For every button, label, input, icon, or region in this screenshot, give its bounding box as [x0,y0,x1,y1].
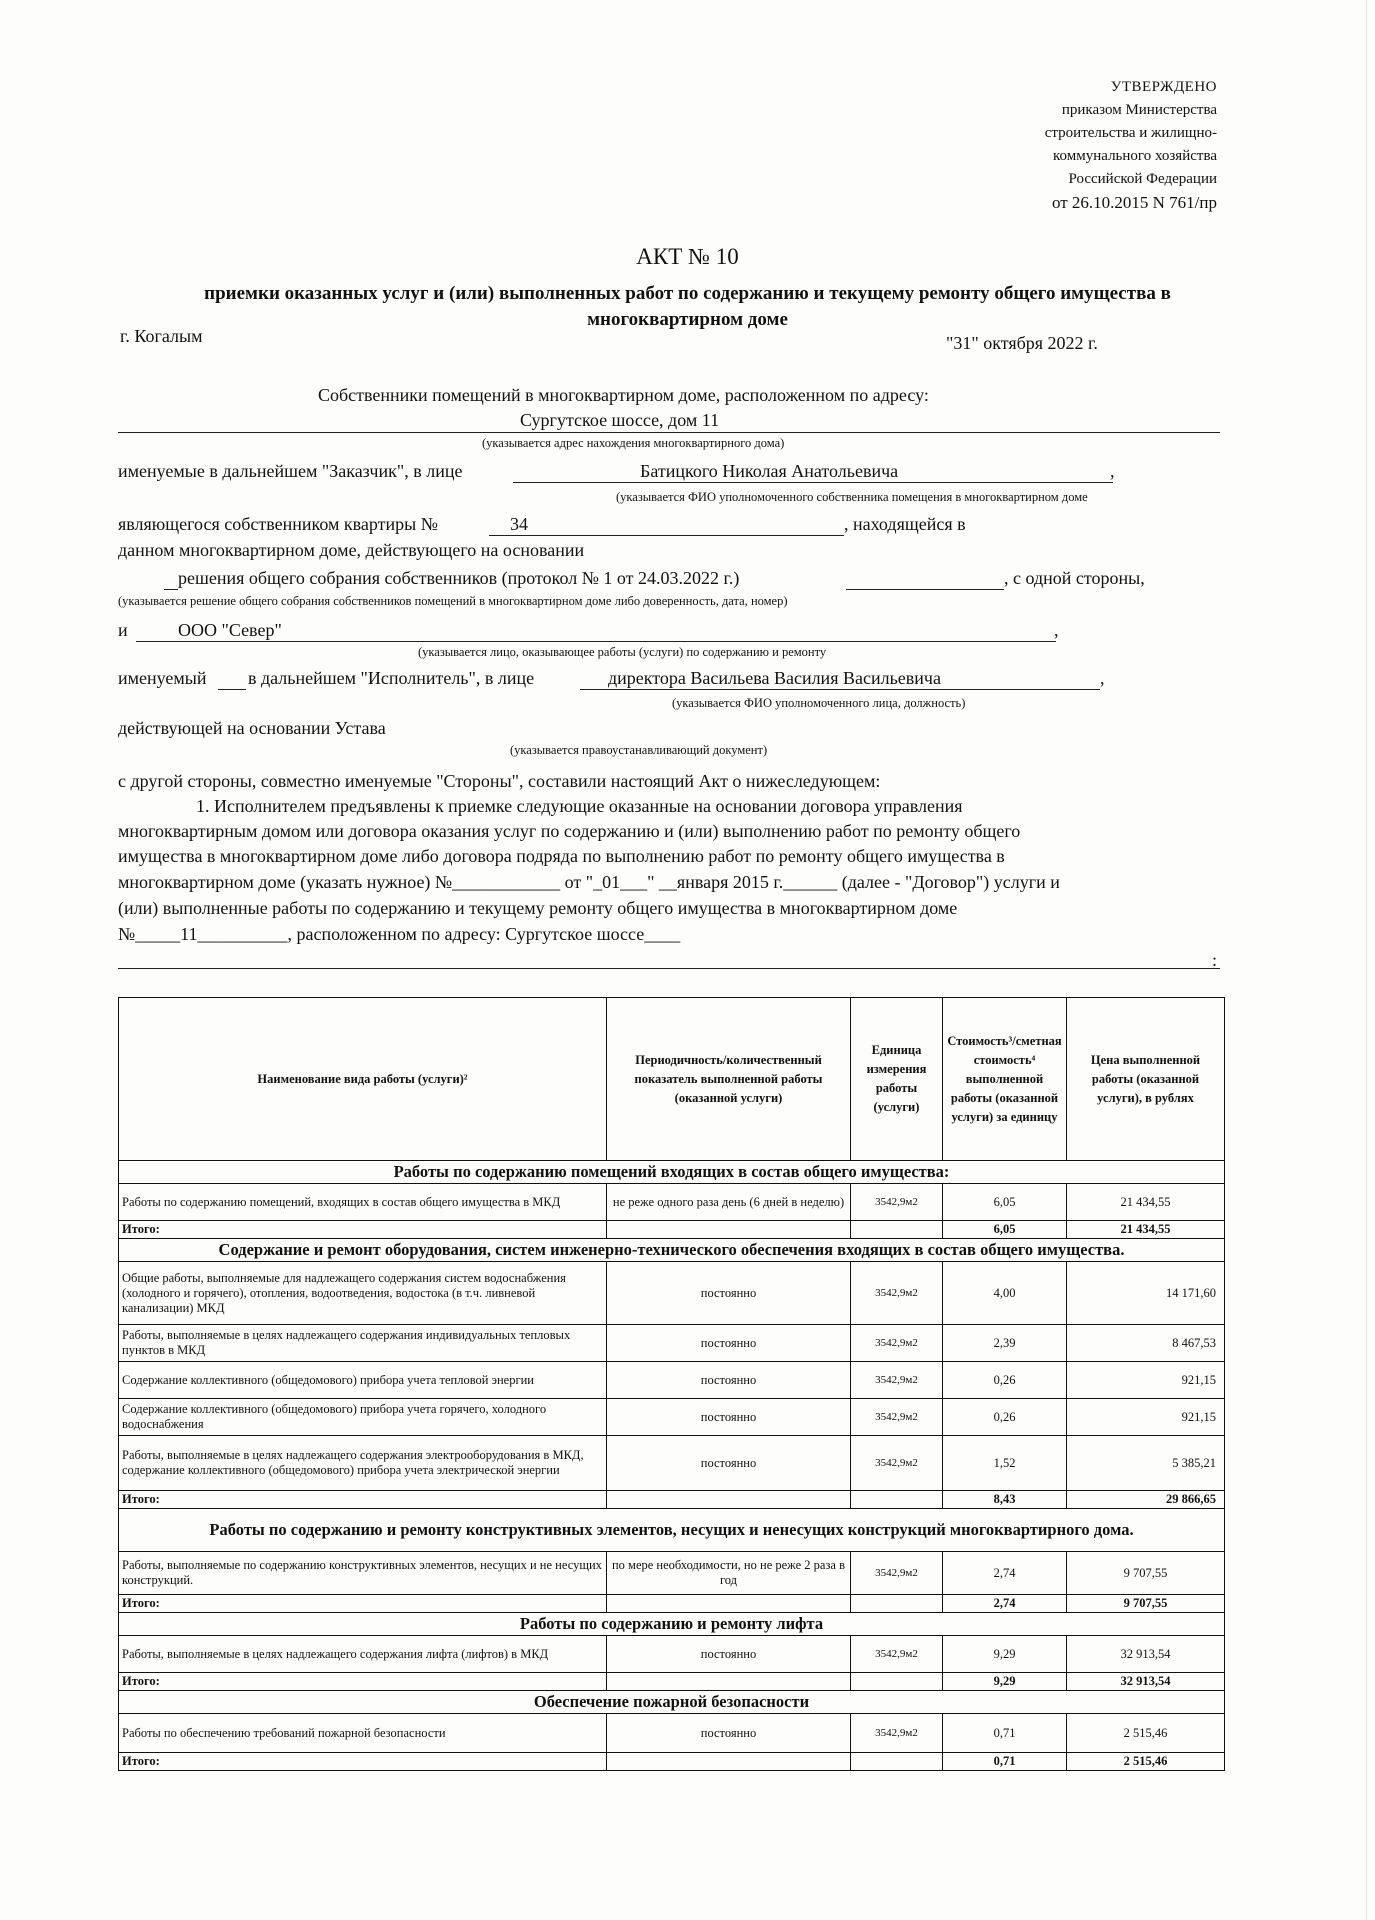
owners-intro: Собственники помещений в многоквартирном доме, расположенном по адресу: [318,385,929,405]
total-cost: 9,29 [943,1673,1067,1691]
table-row [119,1436,1225,1491]
section-title: Обеспечение пожарной безопасности [119,1691,1225,1714]
section-row [119,1239,1225,1262]
customer-underline [513,482,1113,483]
clause-underline [118,968,1220,969]
table-row [119,1262,1225,1325]
work-unit: 3542,9м2 [851,1184,943,1221]
section-row [119,1691,1225,1714]
apartment-underline [489,535,844,536]
work-period: постоянно [607,1436,851,1491]
apartment-number: 34 [510,514,528,534]
section-title: Работы по содержанию помещений входящих в состав общего имущества: [119,1161,1225,1184]
work-name: Содержание коллективного (общедомового) прибора учета тепловой энергии [119,1362,607,1399]
total-row [119,1753,1225,1771]
work-price: 921,15 [1067,1362,1225,1399]
work-name: Работы, выполняемые в целях надлежащего содержания электрооборудования в МКД, содержание коллективного (общедомового) прибора учета электрической энергии [119,1436,607,1491]
approval-line: приказом Министерства [1061,102,1217,118]
work-period: постоянно [607,1636,851,1673]
work-unit: 3542,9м2 [851,1262,943,1325]
scan-edge [1366,0,1367,1920]
total-price: 21 434,55 [1067,1221,1225,1239]
total-label: Итого: [119,1673,607,1691]
clause-line: 1. Исполнителем предъявлены к приемке следующие оказанные на основании договора управления [196,796,963,816]
work-unit: 3542,9м2 [851,1436,943,1491]
work-unit: 3542,9м2 [851,1714,943,1753]
work-unit: 3542,9м2 [851,1552,943,1595]
work-period: постоянно [607,1399,851,1436]
total-cost: 0,71 [943,1753,1067,1771]
basis-note: (указывается решение общего собрания собственников помещений в многоквартирном доме либо доверенность, дата, номер) [118,594,788,608]
total-label: Итого: [119,1491,607,1509]
work-name: Работы, выполняемые по содержанию конструктивных элементов, несущих и не несущих конструкций. [119,1552,607,1595]
customer-name: Батицкого Николая Анатольевича [640,461,899,481]
table-row [119,1636,1225,1673]
work-period: по мере необходимости, но не реже 2 раза в год [607,1552,851,1595]
approval-line: Российской Федерации [1068,171,1217,187]
work-cost: 9,29 [943,1636,1067,1673]
work-price: 8 467,53 [1067,1325,1225,1362]
total-cost: 8,43 [943,1491,1067,1509]
total-label: Итого: [119,1753,607,1771]
work-period: постоянно [607,1714,851,1753]
table-row [119,1399,1225,1436]
work-unit: 3542,9м2 [851,1325,943,1362]
work-period: постоянно [607,1325,851,1362]
section-title: Работы по содержанию и ремонту конструктивных элементов, несущих и ненесущих конструкций многоквартирного дома. [119,1509,1225,1552]
basis-line: данном многоквартирном доме, действующего на основании [118,540,585,560]
work-name: Работы, выполняемые в целях надлежащего содержания индивидуальных тепловых пунктов в МКД [119,1325,607,1362]
address-note: (указывается адрес нахождения многоквартирного дома) [482,436,785,450]
total-row [119,1221,1225,1239]
and-label: и [118,620,128,640]
work-name: Содержание коллективного (общедомового) прибора учета горячего, холодного водоснабжения [119,1399,607,1436]
work-price: 5 385,21 [1067,1436,1225,1491]
approval-line: строительства и жилищно- [1044,125,1217,141]
table-row [119,1362,1225,1399]
work-price: 2 515,46 [1067,1714,1225,1753]
section-row [119,1509,1225,1552]
table-row [119,1552,1225,1595]
contractor-note: (указывается лицо, оказывающее работы (услуги) по содержанию и ремонту [418,645,827,659]
clause-line: №_____11__________, расположенном по адресу: Сургутское шоссе____ [118,924,681,944]
work-price: 32 913,54 [1067,1636,1225,1673]
clause-colon: : [1212,950,1218,970]
work-cost: 0,26 [943,1362,1067,1399]
clause-line: (или) выполненные работы по содержанию и текущему ремонту общего имущества в многоквартирном доме [118,898,958,918]
apartment-suffix: , находящейся в [844,514,966,534]
work-price: 9 707,55 [1067,1552,1225,1595]
address-underline [118,432,1220,433]
header-cost: Стоимость³/сметная стоимость⁴ выполненной работы (оказанной услуги) за единицу [943,998,1067,1161]
approval-line: УТВЕРЖДЕНО [1110,79,1217,95]
total-cost: 6,05 [943,1221,1067,1239]
work-unit: 3542,9м2 [851,1636,943,1673]
work-cost: 2,74 [943,1552,1067,1595]
work-cost: 1,52 [943,1436,1067,1491]
charter: действующей на основании Устава [118,718,386,738]
total-cost: 2,74 [943,1595,1067,1613]
house-address: Сургутское шоссе, дом 11 [520,410,720,430]
work-cost: 4,00 [943,1262,1067,1325]
header-price: Цена выполненной работы (оказанной услуги), в рублях [1067,998,1225,1161]
act-title: АКТ № 10 [636,244,739,269]
work-cost: 6,05 [943,1184,1067,1221]
total-row [119,1491,1225,1509]
apartment-prefix: являющегося собственником квартиры № [118,514,438,534]
approval-stamp [1045,76,1217,214]
work-period: постоянно [607,1262,851,1325]
table-row [119,1184,1225,1221]
act-subtitle: приемки оказанных услуг и (или) выполненных работ по содержанию и текущему ремонту общего имущества в многоквартирном доме [204,283,1171,330]
work-name: Работы по обеспечению требований пожарной безопасности [119,1714,607,1753]
work-cost: 2,39 [943,1325,1067,1362]
customer-prefix: именуемые в дальнейшем "Заказчик", в лице [118,461,463,481]
total-price: 2 515,46 [1067,1753,1225,1771]
executor-mid: в дальнейшем "Исполнитель", в лице [248,668,535,688]
work-cost: 0,26 [943,1399,1067,1436]
city: г. Когалым [120,326,203,346]
section-title: Содержание и ремонт оборудования, систем инженерно-технического обеспечения входящих в состав общего имущества. [119,1239,1225,1262]
basis-suffix: , с одной стороны, [1004,568,1145,588]
work-unit: 3542,9м2 [851,1362,943,1399]
basis: решения общего собрания собственников (протокол № 1 от 24.03.2022 г.) [178,568,740,588]
executor-prefix: именуемый [118,668,207,688]
table-row [119,1714,1225,1753]
contractor-name: ООО "Север" [178,620,282,640]
other-side: с другой стороны, совместно именуемые "Стороны", составили настоящий Акт о нижеследующем: [118,771,881,791]
approval-line: от 26.10.2015 N 761/пр [1051,193,1217,212]
work-price: 21 434,55 [1067,1184,1225,1221]
section-row [119,1613,1225,1636]
act-date: "31" октября 2022 г. [946,333,1098,353]
section-title: Работы по содержанию и ремонту лифта [119,1613,1225,1636]
clause-line: имущества в многоквартирном доме либо договора подряда по выполнению работ по ремонту общего имущества в [118,846,1005,866]
work-period: не реже одного раза день (6 дней в неделю) [607,1184,851,1221]
header-periodicity: Периодичность/количественный показатель выполненной работы (оказанной услуги) [607,998,851,1161]
table-header-row [119,998,1225,1161]
work-price: 921,15 [1067,1399,1225,1436]
executor-name: директора Васильева Василия Васильевича [608,668,941,688]
customer-note: (указывается ФИО уполномоченного собственника помещения в многоквартирном доме [616,490,1088,504]
total-price: 29 866,65 [1067,1491,1225,1509]
total-label: Итого: [119,1595,607,1613]
work-name: Работы по содержанию помещений, входящих в состав общего имущества в МКД [119,1184,607,1221]
clause-line: многоквартирном доме (указать нужное) №____________ от "_01___" __января 2015 г.______ (далее - "Договор") услуги и [118,872,1060,892]
total-row [119,1595,1225,1613]
work-period: постоянно [607,1362,851,1399]
document-page: УТВЕРЖДЕНО приказом Министерства строительства и жилищно- коммунального хозяйства Российской Федерации от 26.10.2015 N 761/пр АКТ № 10 приемки оказанных услуг и (или) выполненных работ по содержанию и текущему ремонту общего имущества в многоквартирном доме г. Когалым "31" октября 2022 г. Собственники помещений в многоквартирном доме, расположенном по адресу: Сургутское шоссе, дом 11 (указывается адрес нахождения многоквартирного дома) именуемые в дальнейшем "Заказчик", в лице Батицкого Николая Анатольевича , (указывается ФИО уполномоченного собственника помещения в многоквартирном доме являющегося собственником квартиры № 34 , находящейся в данном многоквартирном доме, действующего на основании решения общего собрания собственников (протокол № 1 от 24.03.2022 г.) , с одной стороны, (указывается решение общего собрания собственников помещений в многоквартирном доме либо доверенность, дата, номер) и ООО "Север" , (указывается лицо, оказывающее работы (услуги) по содержанию и ремонту именуемый в дальнейшем "Исполнитель", в лице директора Васильева Василия Васильевича , (указывается ФИО уполномоченного лица, должность) действующей на основании Устава (указывается правоустанавливающий документ) с другой стороны, совместно именуемые "Стороны", составили настоящий Акт о нижеследующем: 1. Исполнителем предъявлены к приемке следующие оказанные на основании договора управления многоквартирным домом или договора оказания услуг по содержанию и (или) выполнению работ по ремонту общего имущества в многоквартирном доме либо договора подряда по выполнению работ по ремонту общего имущества в многоквартирном доме (указать нужное) №____________ от "_01___" __января 2015 г.______ (далее - "Договор") услуги и (или) выполненные работы по содержанию и текущему ремонту общего имущества в многоквартирном доме №_____11__________, расположенном по адресу: Сургутское шоссе____ : Наименование вида работы (услуги)² Периодичность/количественный показатель выполненной работы (оказанной услуги) Единица измерения работы (услуги) Стоимость³/сметная стоимость⁴ выполненной работы (оказанной услуги) за единицу Цена выполненной работы (оказанной услуги), в рублях Работы по содержанию помещений входящих в состав общего имущества: Работы по содержанию помещений, входящих в состав общего имущества в МКД не реже одного раза день (6 дней в неделю) 3542,9м2 6,05 21 434,55 Итого: 6,05 21 434,55 Содержание и ремонт оборудования, систем инженерно-технического обеспечения входящих в состав общего имущества. Общие работы, выполняемые для надлежащего содержания систем водоснабжения (холодного и горячего), отопления, водоотведения, водостока (в т.ч. ливневой канализации) МКД постоянно 3542,9м2 4,00 14 171,60 Работы, выполняемые в целях надлежащего содержания индивидуальных тепловых пунктов в МКД постоянно 3542,9м2 2,39 8 467,53 Содержание коллективного (общедомового) прибора учета тепловой энергии постоянно 3542,9м2 0,26 921,15 Содержание коллективного (общедомового) прибора учета горячего, холодного водоснабжения постоянно 3542,9м2 0,26 921,15 Работы, выполняемые в целях надлежащего содержания электрооборудования в МКД, содержание коллективного (общедомового) прибора учета электрической энергии постоянно 3542,9м2 1,52 5 385,21 Итого: 8,43 29 866,65 Работы по содержанию и ремонту конструктивных элементов, несущих и ненесущих конструкций многоквартирного дома. Работы, выполняемые по содержанию конструктивных элементов, несущих и не несущих конструкций. по мере необходимости, но не реже 2 раза в год 3542,9м2 2,74 9 707,55 Итого: 2,74 9 707,55 Работы по содержанию и ремонту лифта Работы, выполняемые в целях надлежащего содержания лифта (лифтов) в МКД постоянно 3542,9м2 9,29 32 913,54 Итого: 9,29 32 913,54 Обеспечение пожарной безопасности Работы по обеспечению требований пожарной безопасности постоянно 3542,9м2 0,71 2 515,46 Итого: 0,71 2 515,46 [0,0,1375,1920]
clause-line: многоквартирным домом или договора оказания услуг по содержанию и (или) выполнению работ по ремонту общего [118,821,1021,841]
executor-note: (указывается ФИО уполномоченного лица, должность) [672,696,966,710]
work-cost: 0,71 [943,1714,1067,1753]
total-label: Итого: [119,1221,607,1239]
section-row [119,1161,1225,1184]
approval-line: коммунального хозяйства [1053,148,1217,164]
total-price: 32 913,54 [1067,1673,1225,1691]
table-row [119,1325,1225,1362]
charter-note: (указывается правоустанавливающий документ) [510,743,768,757]
works-table [118,997,1225,1771]
total-price: 9 707,55 [1067,1595,1225,1613]
executor-underline [580,689,1100,690]
total-row [119,1673,1225,1691]
work-name: Общие работы, выполняемые для надлежащего содержания систем водоснабжения (холодного и горячего), отопления, водоотведения, водостока (в т.ч. ливневой канализации) МКД [119,1262,607,1325]
work-price: 14 171,60 [1067,1262,1225,1325]
work-name: Работы, выполняемые в целях надлежащего содержания лифта (лифтов) в МКД [119,1636,607,1673]
header-unit: Единица измерения работы (услуги) [851,998,943,1161]
work-unit: 3542,9м2 [851,1399,943,1436]
header-name: Наименование вида работы (услуги)² [119,998,607,1161]
contractor-underline [136,641,1056,642]
